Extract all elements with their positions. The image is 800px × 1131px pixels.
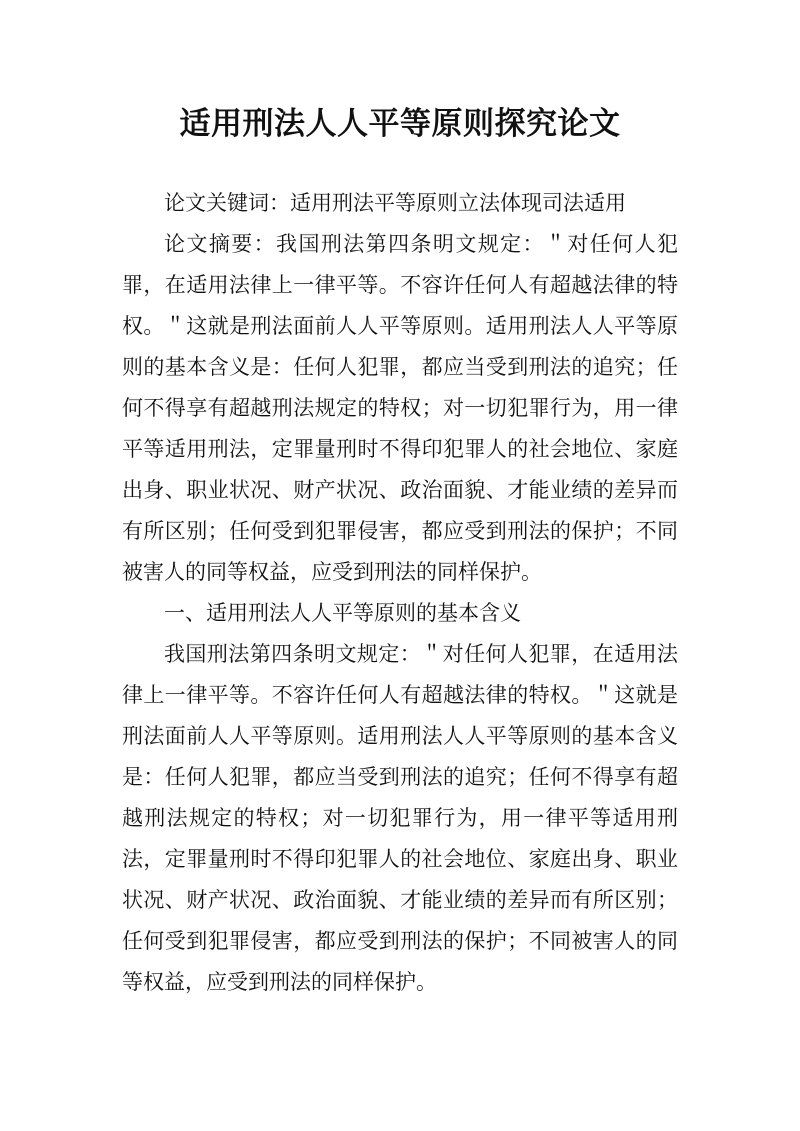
document-title: 适用刑法人人平等原则探究论文 — [179, 106, 621, 142]
keywords-paragraph: 论文关键词：适用刑法平等原则立法体现司法适用 — [164, 191, 626, 215]
abstract-paragraph: 论文摘要：我国刑法第四条明文规定：＂对任何人犯罪，在适用法律上一律平等。不容许任何人有超越法律的特权。＂这就是刑法面前人人平等原则。适用刑法人人平等原则的基本含义是：任何人犯罪，都应当受到刑法的追究；任何不得享有超越刑法规定的特权；对一切犯罪行为，用一律平等适用刑法，定罪量刑时不得印犯罪人的社会地位、家庭出身、职业状况、财产状况、政治面貌、才能业绩的差异而有所区别；任何受到犯罪侵害，都应受到刑法的保护；不同被害人的同等权益，应受到刑法的同样保护。 — [122, 232, 678, 584]
section-body-paragraph: 我国刑法第四条明文规定：＂对任何人犯罪，在适用法律上一律平等。不容许任何人有超越法律的特权。＂这就是刑法面前人人平等原则。适用刑法人人平等原则的基本含义是：任何人犯罪，都应当受到刑法的追究；任何不得享有超越刑法规定的特权；对一切犯罪行为，用一律平等适用刑法，定罪量刑时不得印犯罪人的社会地位、家庭出身、职业状况、财产状况、政治面貌、才能业绩的差异而有所区别；任何受到犯罪侵害，都应受到刑法的保护；不同被害人的同等权益，应受到刑法的同样保护。 — [122, 642, 678, 994]
section-heading: 一、适用刑法人人平等原则的基本含义 — [164, 601, 521, 625]
document-body — [122, 183, 678, 1003]
